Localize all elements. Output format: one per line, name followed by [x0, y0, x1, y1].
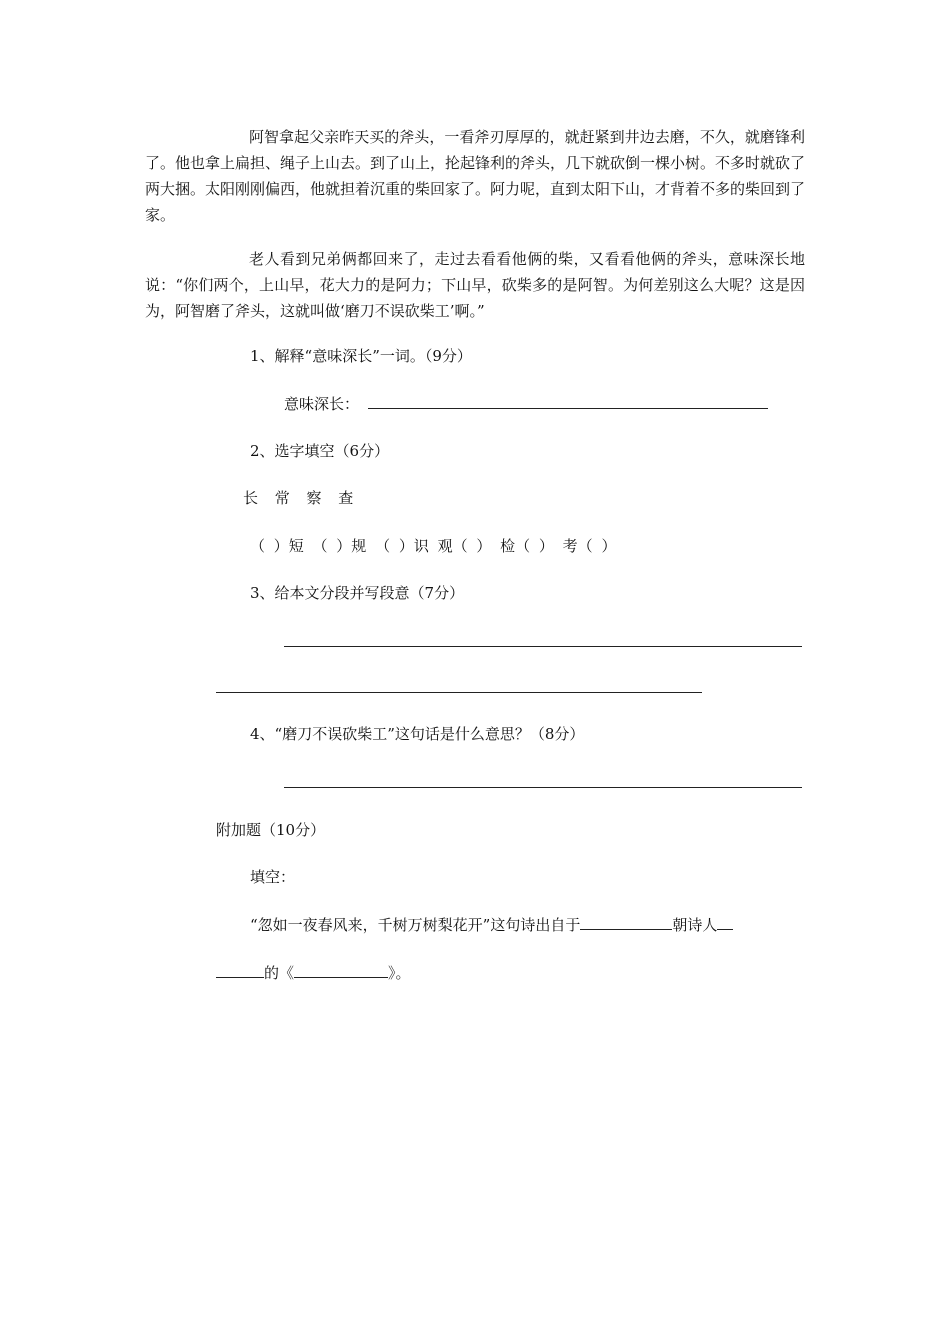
bonus-poem-line-2 [216, 961, 411, 984]
poem-text-2: 朝诗人 [672, 916, 718, 934]
title-blank[interactable] [294, 961, 388, 978]
question-3-answer-line-2[interactable] [216, 692, 702, 693]
poem-text-3: 的《 [264, 964, 295, 982]
poem-text-1: “忽如一夜春风来，千树万树梨花开”这句诗出自于 [250, 916, 581, 934]
poet-blank-start[interactable] [717, 913, 733, 930]
dynasty-blank[interactable] [580, 913, 672, 930]
bonus-title: 附加题（10分） [216, 821, 326, 839]
poem-text-4: 》。 [388, 964, 411, 982]
bonus-fill-label: 填空： [250, 868, 296, 886]
question-2-choices: 长 常 察 查 [243, 489, 354, 507]
poet-blank-end[interactable] [216, 961, 264, 978]
bonus-poem-line-1 [250, 913, 733, 936]
question-1: 1、解释“意味深长”一词。（9分） [250, 347, 472, 365]
passage-paragraph-1: 阿智拿起父亲昨天买的斧头，一看斧刃厚厚的，就赶紧到井边去磨，不久，就磨锋利了。他也拿上扁担、绳子上山去。到了山上，抡起锋利的斧头，几下就砍倒一棵小树。不多时就砍了两大捆。太阳刚刚偏西，他就担着沉重的柴回家了。阿力呢，直到太阳下山，才背着不多的柴回到了家。 [145, 128, 806, 224]
question-3-answer-line-1[interactable] [284, 646, 802, 647]
question-2-fill-blanks[interactable]: （ ）短 （ ）规 （ ）识 观（ ） 检（ ） 考（ ） [250, 537, 617, 555]
question-3: 3、给本文分段并写段意（7分） [250, 584, 465, 602]
question-4-answer-line[interactable] [284, 787, 802, 788]
question-2: 2、选字填空（6分） [250, 442, 390, 460]
question-1-answer-label: 意味深长： [284, 395, 360, 413]
question-4: 4、“磨刀不误砍柴工”这句话是什么意思？（8分） [250, 725, 585, 743]
passage-paragraph-2: 老人看到兄弟俩都回来了，走过去看看他俩的柴，又看看他俩的斧头，意味深长地说：“你们两个，上山早，花大力的是阿力；下山早，砍柴多的是阿智。为何差别这么大呢？这是因为，阿智磨了斧头，这就叫做‘磨刀不误砍柴工’啊。” [145, 250, 805, 320]
question-1-answer-line[interactable] [368, 408, 768, 409]
